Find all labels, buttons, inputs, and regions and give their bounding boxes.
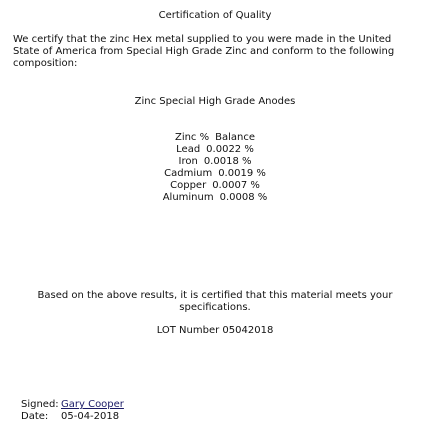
composition-row [0, 156, 430, 168]
element-name: Cadmium [164, 168, 213, 179]
composition-row [0, 180, 430, 192]
intro-paragraph: We certify that the zinc Hex metal supplied to you were made in the United State of America from Special High Grade Zinc and conform to the following composition: [13, 34, 395, 69]
date-label: Date: [21, 411, 49, 422]
element-value: 0.0008 % [219, 192, 268, 203]
lot-number: LOT Number 05042018 [156, 325, 274, 336]
element-value: Balance [215, 132, 256, 143]
element-name: Copper [170, 180, 207, 191]
signed-label: Signed: [21, 399, 59, 410]
element-value: 0.0019 % [218, 168, 266, 179]
composition-list [0, 132, 430, 204]
conclusion-paragraph: Based on the above results, it is certified that this material meets your specifications. [37, 290, 393, 313]
element-name: Iron [178, 156, 198, 167]
composition-row [0, 144, 430, 156]
signer-link[interactable]: Gary Cooper [61, 399, 124, 410]
composition-row [0, 192, 430, 204]
element-name: Zinc % [174, 132, 210, 143]
element-name: Lead [176, 144, 201, 155]
product-name: Zinc Special High Grade Anodes [134, 96, 296, 107]
element-value: 0.0018 % [203, 156, 252, 167]
composition-row [0, 168, 430, 180]
element-value: 0.0007 % [212, 180, 260, 191]
element-name: Aluminum [162, 192, 214, 203]
signature-block [21, 399, 124, 423]
date-value: 05-04-2018 [61, 411, 120, 422]
date-row [21, 411, 124, 423]
signed-row [21, 399, 124, 411]
element-value: 0.0022 % [206, 144, 254, 155]
document-title: Certification of Quality [158, 10, 272, 21]
composition-row [0, 132, 430, 144]
